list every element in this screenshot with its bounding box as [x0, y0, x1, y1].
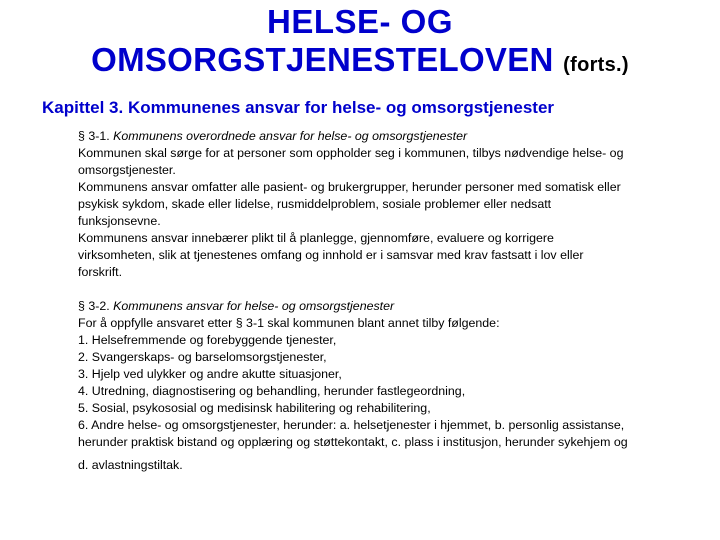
- title-main: OMSORGSTJENESTELOVEN: [91, 41, 554, 78]
- section-heading: [78, 128, 708, 145]
- section-3-2: [78, 298, 708, 474]
- paragraph-line: forskrift.: [78, 265, 123, 279]
- paragraph-line: psykisk sykdom, skade eller lidelse, rusmiddelproblem, sosiale problemer eller nedsatt: [78, 197, 552, 211]
- section-number: § 3-1.: [78, 129, 110, 143]
- list-item: 3. Hjelp ved ulykker og andre akutte situasjoner,: [78, 367, 342, 381]
- list-item-continuation: d. avlastningstiltak.: [78, 458, 183, 472]
- list-item: 2. Svangerskaps- og barselomsorgstjenester,: [78, 350, 327, 364]
- paragraph-line: Kommunens ansvar innebærer plikt til å planlegge, gjennomføre, evaluere og korrigere: [78, 231, 554, 245]
- section-title: Kommunens overordnede ansvar for helse- og omsorgstjenester: [113, 129, 468, 143]
- paragraph-line: omsorgstjenester.: [78, 163, 176, 177]
- title-line-1: HELSE- OG: [266, 3, 454, 40]
- list-item: 4. Utredning, diagnostisering og behandling, herunder fastlegeordning,: [78, 384, 466, 398]
- section-number: § 3-2.: [78, 299, 110, 313]
- section-heading: [78, 298, 708, 315]
- title-suffix: (forts.): [563, 54, 629, 76]
- paragraph-line: funksjonsevne.: [78, 214, 161, 228]
- list-item: herunder praktisk bistand og opplæring og støttekontakt, c. plass i institusjon, herunder sykehjem og: [78, 435, 628, 449]
- paragraph-line: For å oppfylle ansvaret etter § 3-1 skal kommunen blant annet tilby følgende:: [78, 316, 500, 330]
- page-title: [0, 4, 720, 85]
- list-item: 5. Sosial, psykososial og medisinsk habilitering og rehabilitering,: [78, 401, 431, 415]
- paragraph-line: virksomheten, slik at tjenestenes omfang og innhold er i samsvar med krav fastsatt i lov eller: [78, 248, 584, 262]
- list-item: 1. Helsefremmende og forebyggende tjenester,: [78, 333, 337, 347]
- section-3-1: [78, 128, 708, 281]
- chapter-heading: Kapittel 3. Kommunenes ansvar for helse- og omsorgstjenester: [42, 98, 555, 117]
- title-line-2: [0, 40, 720, 85]
- document-body: [78, 128, 708, 474]
- paragraph-line: Kommunen skal sørge for at personer som oppholder seg i kommunen, tilbys nødvendige helse- og: [78, 146, 624, 160]
- list-item: 6. Andre helse- og omsorgstjenester, herunder: a. helsetjenester i hjemmet, b. personlig assistanse,: [78, 418, 625, 432]
- section-title: Kommunens ansvar for helse- og omsorgstjenester: [113, 299, 395, 313]
- paragraph-line: Kommunens ansvar omfatter alle pasient- og brukergrupper, herunder personer med somatisk eller: [78, 180, 621, 194]
